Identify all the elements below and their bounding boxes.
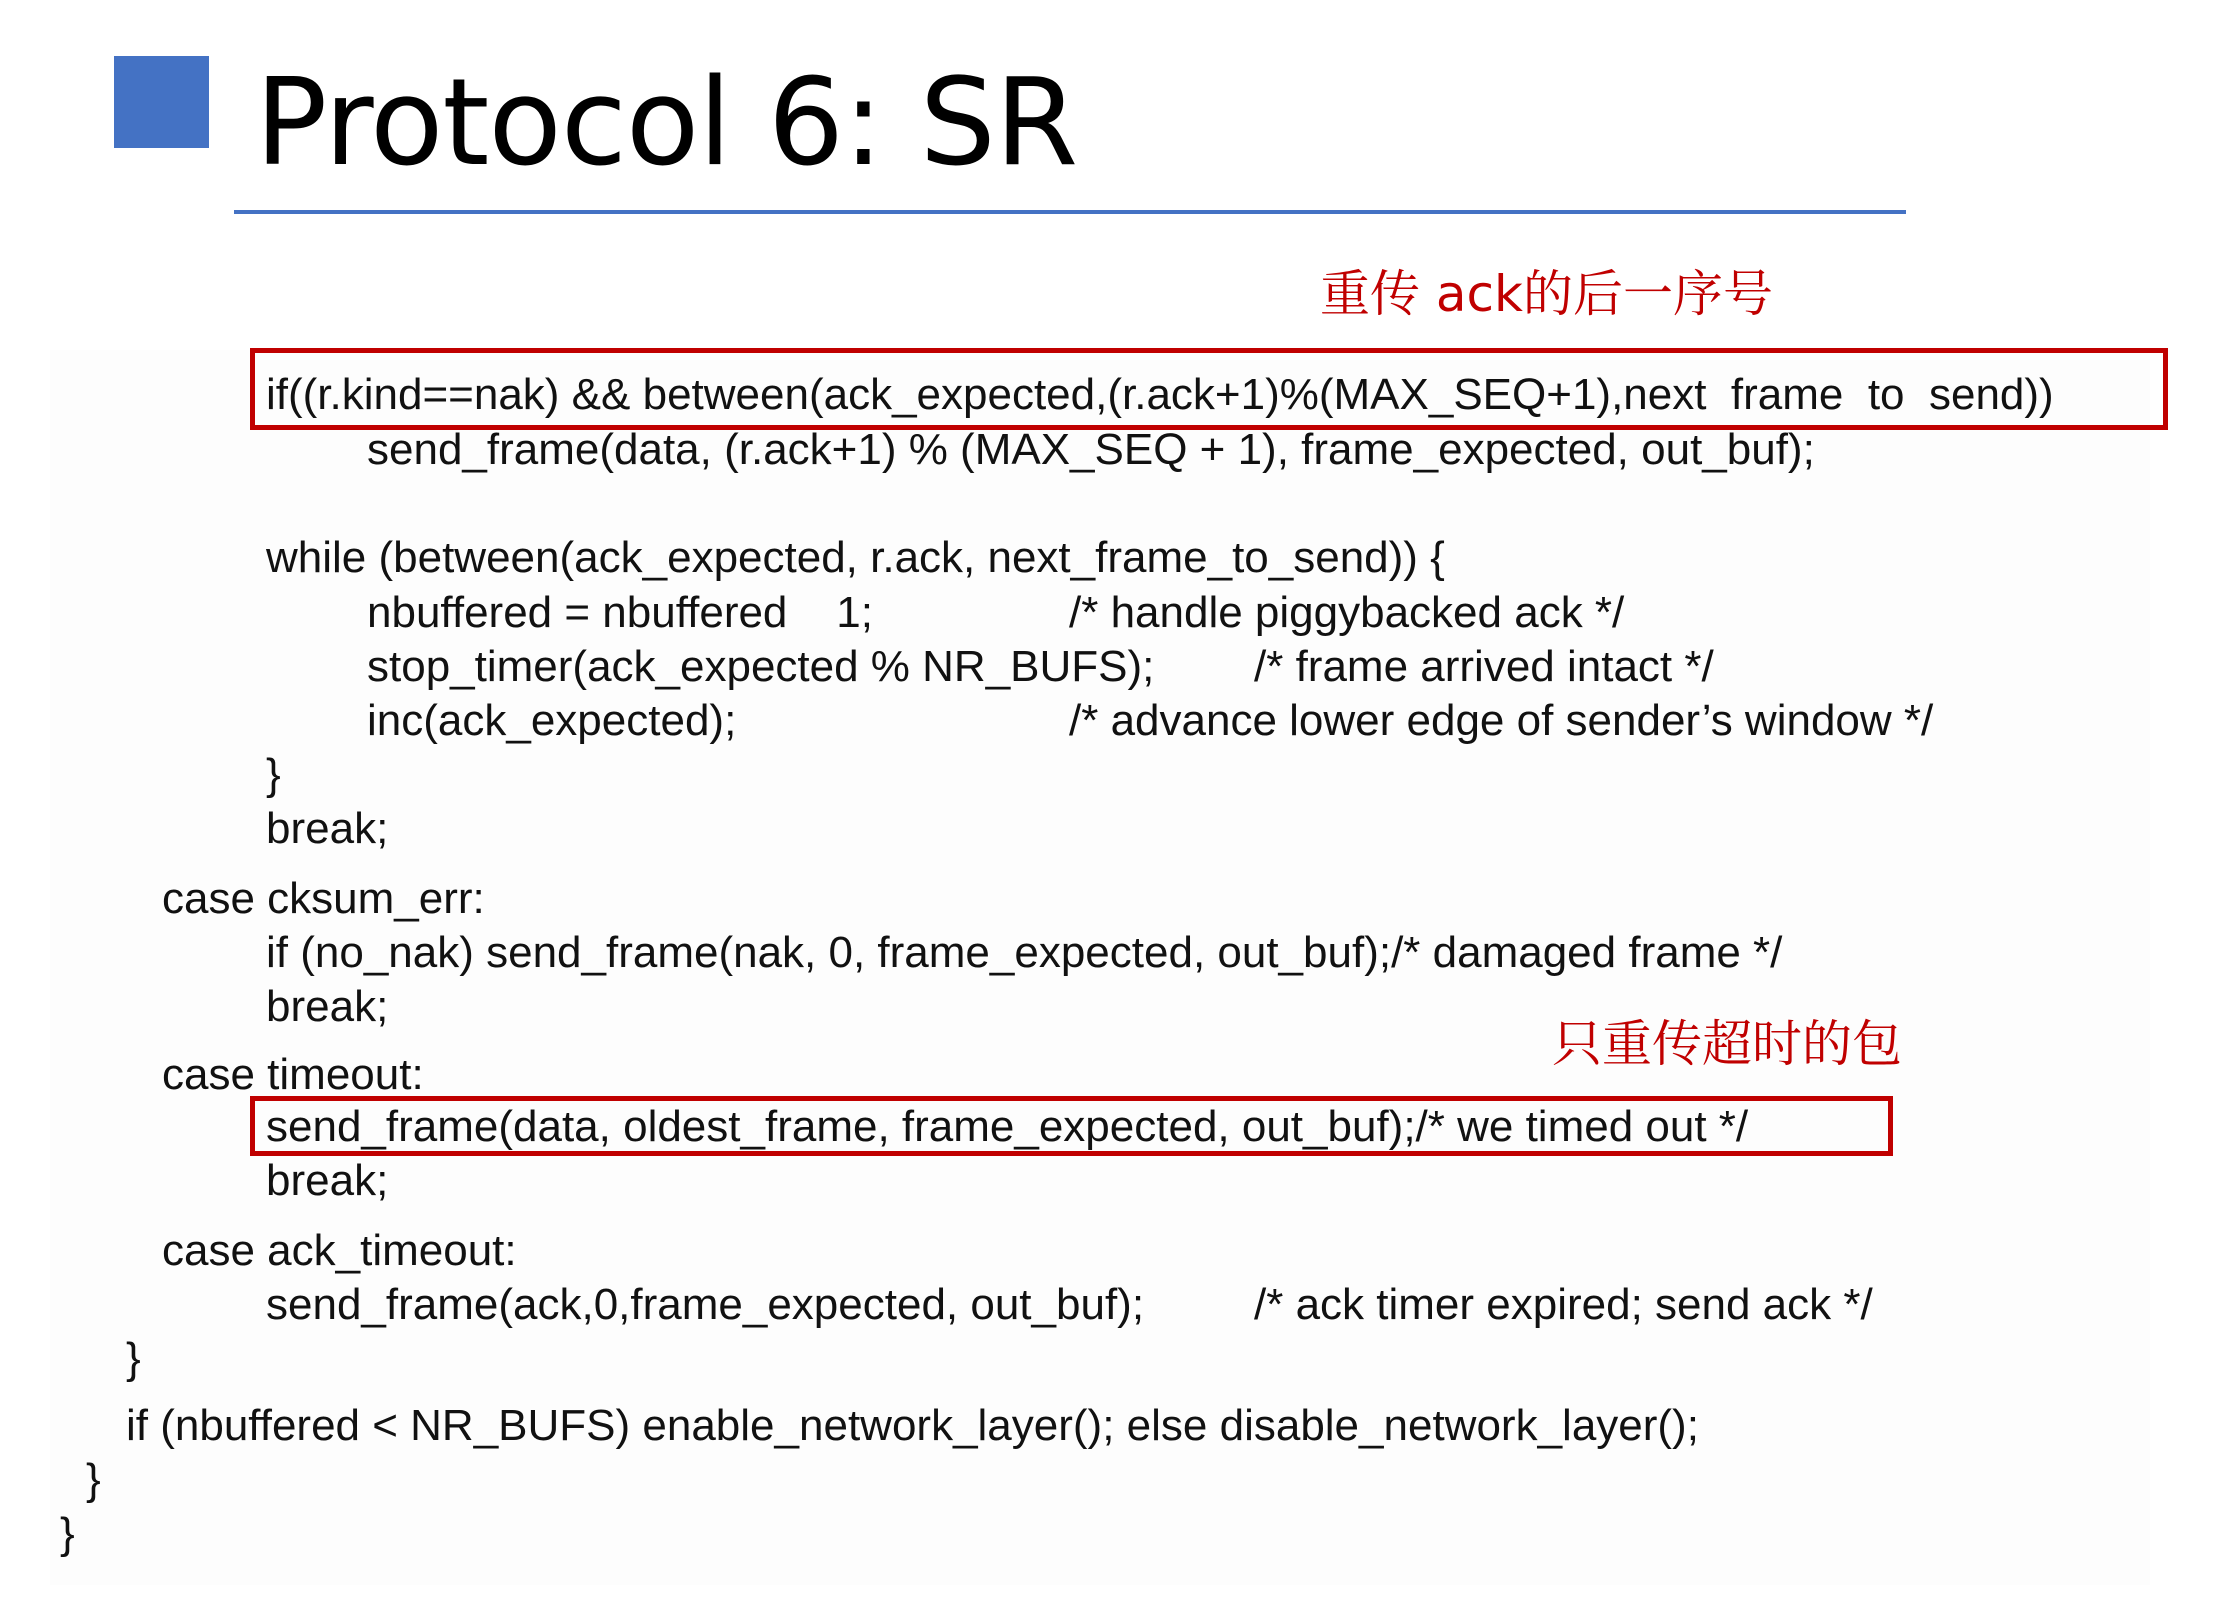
code-comment: /* frame arrived intact */ xyxy=(1254,642,1714,691)
code-line: send_frame(ack,0,frame_expected, out_buf); xyxy=(266,1280,1145,1329)
code-comment: /* ack timer expired; send ack */ xyxy=(1254,1280,1873,1329)
code-comment: /* handle piggybacked ack */ xyxy=(1069,588,1625,637)
code-line: } xyxy=(126,1334,141,1383)
code-comment: /* advance lower edge of sender’s window */ xyxy=(1069,696,1934,745)
code-line: inc(ack_expected); xyxy=(367,696,737,745)
code-line: if (no_nak) send_frame(nak, 0, frame_expected, out_buf);/* damaged frame */ xyxy=(266,928,1783,977)
code-line: break; xyxy=(266,982,389,1031)
annotation-retransmit-timeout: 只重传超时的包 xyxy=(1552,1015,1902,1073)
slide-title: Protocol 6: SR xyxy=(255,54,1078,193)
title-accent-square xyxy=(114,56,209,148)
code-line: nbuffered = nbuffered 1; xyxy=(367,588,873,637)
code-line: break; xyxy=(266,1156,389,1205)
code-line: if((r.kind==nak) && between(ack_expected,(r.ack+1)%(MAX_SEQ+1),next frame to send)) xyxy=(266,370,2054,419)
code-line: case ack_timeout: xyxy=(162,1226,517,1275)
code-line: stop_timer(ack_expected % NR_BUFS); xyxy=(367,642,1155,691)
code-line: } xyxy=(60,1509,75,1558)
annotation-retransmit-nak: 重传 ack的后一序号 xyxy=(1320,265,1773,323)
code-line: } xyxy=(86,1455,101,1504)
code-line: send_frame(data, (r.ack+1) % (MAX_SEQ + 1), frame_expected, out_buf); xyxy=(367,425,1815,474)
title-underline xyxy=(234,210,1906,214)
code-line: send_frame(data, oldest_frame, frame_expected, out_buf);/* we timed out */ xyxy=(266,1102,1749,1151)
code-line: } xyxy=(266,750,281,799)
code-line: case timeout: xyxy=(162,1050,424,1099)
code-line: if (nbuffered < NR_BUFS) enable_network_layer(); else disable_network_layer(); xyxy=(126,1401,1699,1450)
code-line: while (between(ack_expected, r.ack, next_frame_to_send)) { xyxy=(266,533,1445,582)
code-line: break; xyxy=(266,804,389,853)
code-line: case cksum_err: xyxy=(162,874,485,923)
